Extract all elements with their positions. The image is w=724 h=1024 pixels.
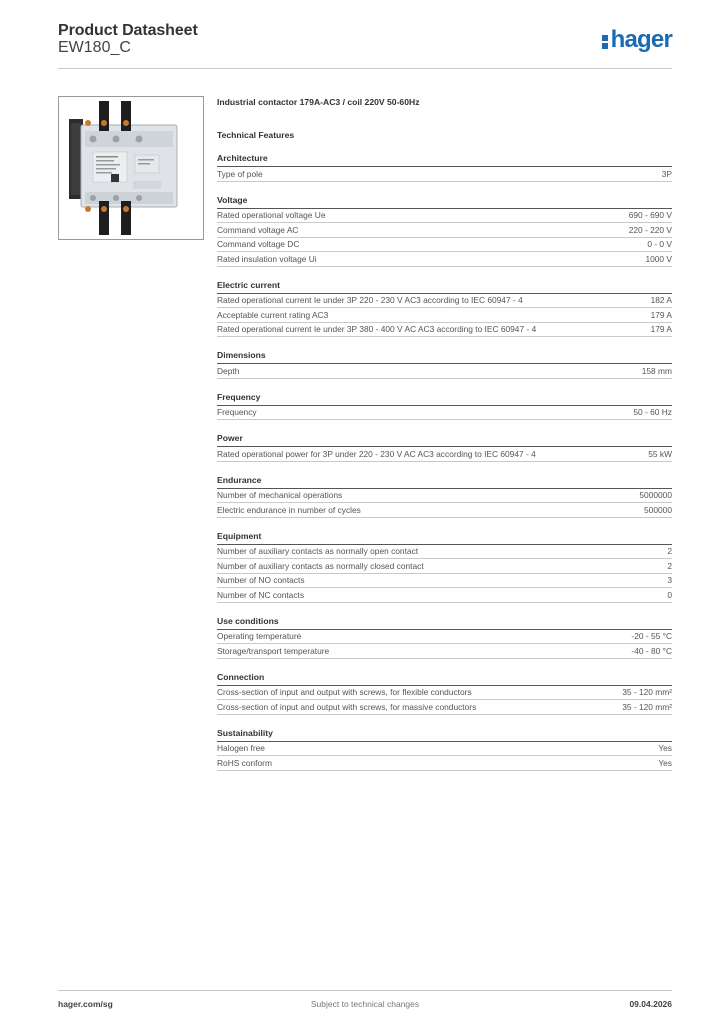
feature-value: 35 - 120 mm²	[622, 687, 672, 698]
feature-section	[217, 280, 672, 338]
product-name: Industrial contactor 179A-AC3 / coil 220V 50-60Hz	[217, 97, 420, 107]
product-image	[58, 96, 204, 240]
page-title: Product Datasheet	[58, 22, 198, 39]
section-title: Equipment	[217, 531, 672, 545]
feature-section	[217, 728, 672, 771]
feature-value: 158 mm	[641, 365, 672, 376]
feature-value: 35 - 120 mm²	[622, 701, 672, 712]
feature-row	[217, 545, 672, 560]
feature-value: 3	[667, 575, 672, 586]
feature-row	[217, 294, 672, 309]
feature-value: 3P	[661, 168, 672, 179]
feature-value: -20 - 55 °C	[631, 631, 672, 642]
page-header	[58, 22, 672, 69]
feature-label: Number of NO contacts	[217, 575, 305, 586]
feature-label: Halogen free	[217, 743, 265, 754]
feature-label: Acceptable current rating AC3	[217, 309, 329, 320]
section-title: Electric current	[217, 280, 672, 294]
feature-value: -40 - 80 °C	[631, 645, 672, 656]
feature-label: Operating temperature	[217, 631, 302, 642]
feature-label: Command voltage AC	[217, 224, 299, 235]
feature-row	[217, 574, 672, 589]
section-title: Sustainability	[217, 728, 672, 742]
feature-label: Storage/transport temperature	[217, 645, 330, 656]
footer-website: hager.com/sg	[58, 999, 113, 1009]
feature-row	[217, 489, 672, 504]
feature-row	[217, 503, 672, 518]
section-title: Voltage	[217, 195, 672, 209]
feature-value: 2	[667, 546, 672, 557]
feature-label: Cross-section of input and output with screws, for massive conductors	[217, 701, 477, 712]
feature-section	[217, 195, 672, 267]
feature-label: Electric endurance in number of cycles	[217, 504, 361, 515]
feature-row	[217, 252, 672, 267]
feature-row	[217, 644, 672, 659]
feature-label: Rated operational current Ie under 3P 380 - 400 V AC AC3 according to IEC 60947 - 4	[217, 324, 537, 335]
feature-value: 182 A	[650, 295, 672, 306]
feature-value: Yes	[658, 743, 672, 754]
feature-row	[217, 238, 672, 253]
feature-value: 1000 V	[645, 253, 672, 264]
feature-row	[217, 406, 672, 421]
footer-notice: Subject to technical changes	[310, 999, 420, 1009]
feature-section	[217, 350, 672, 379]
feature-value: 220 - 220 V	[628, 224, 672, 235]
section-title: Connection	[217, 672, 672, 686]
feature-section	[217, 475, 672, 518]
feature-row	[217, 209, 672, 224]
product-reference: EW180_C	[58, 39, 131, 56]
section-title: Endurance	[217, 475, 672, 489]
feature-value: 0	[667, 589, 672, 600]
footer-date: 09.04.2026	[629, 999, 672, 1009]
feature-row	[217, 308, 672, 323]
feature-value: Yes	[658, 757, 672, 768]
feature-section	[217, 153, 672, 182]
feature-section	[217, 433, 672, 462]
feature-value: 2	[667, 560, 672, 571]
feature-row	[217, 700, 672, 715]
feature-row	[217, 559, 672, 574]
feature-row	[217, 686, 672, 701]
feature-label: Rated operational current Ie under 3P 220 - 230 V AC3 according to IEC 60947 - 4	[217, 295, 523, 306]
page-footer	[58, 990, 672, 1011]
feature-row	[217, 223, 672, 238]
feature-label: Frequency	[217, 407, 257, 418]
feature-label: Number of mechanical operations	[217, 490, 343, 501]
feature-row	[217, 323, 672, 338]
feature-value: 50 - 60 Hz	[633, 407, 672, 418]
feature-row	[217, 588, 672, 603]
section-title: Use conditions	[217, 616, 672, 630]
feature-sections	[217, 153, 672, 771]
feature-section	[217, 616, 672, 659]
feature-value: 0 - 0 V	[647, 239, 672, 250]
feature-row	[217, 167, 672, 182]
section-title: Power	[217, 433, 672, 447]
feature-label: Rated operational voltage Ue	[217, 210, 326, 221]
hager-logo	[601, 28, 672, 52]
feature-label: Number of auxiliary contacts as normally closed contact	[217, 560, 424, 571]
feature-label: Rated insulation voltage Ui	[217, 253, 317, 264]
feature-value: 690 - 690 V	[628, 210, 672, 221]
feature-label: Number of NC contacts	[217, 589, 305, 600]
section-title: Dimensions	[217, 350, 672, 364]
feature-label: Number of auxiliary contacts as normally open contact	[217, 546, 419, 557]
feature-value: 500000	[644, 504, 672, 515]
logo-mark-icon	[601, 31, 610, 50]
feature-section	[217, 672, 672, 715]
feature-value: 55 kW	[648, 448, 672, 459]
feature-row	[217, 742, 672, 757]
feature-row	[217, 756, 672, 771]
logo-text: hager	[610, 26, 672, 53]
feature-section	[217, 531, 672, 603]
technical-features-heading: Technical Features	[217, 130, 295, 140]
feature-row	[217, 364, 672, 379]
feature-value: 179 A	[650, 309, 672, 320]
feature-label: Command voltage DC	[217, 239, 300, 250]
feature-value: 179 A	[650, 324, 672, 335]
feature-section	[217, 392, 672, 421]
section-title: Frequency	[217, 392, 672, 406]
feature-value: 5000000	[639, 490, 672, 501]
section-title: Architecture	[217, 153, 672, 167]
feature-label: Type of pole	[217, 168, 263, 179]
contactor-product-photo	[59, 97, 203, 239]
feature-label: Cross-section of input and output with screws, for flexible conductors	[217, 687, 472, 698]
feature-row	[217, 447, 672, 462]
datasheet-content	[217, 97, 672, 771]
feature-row	[217, 630, 672, 645]
feature-label: Rated operational power for 3P under 220 - 230 V AC AC3 according to IEC 60947 - 4	[217, 448, 536, 459]
feature-label: RoHS conform	[217, 757, 272, 768]
feature-label: Depth	[217, 365, 240, 376]
